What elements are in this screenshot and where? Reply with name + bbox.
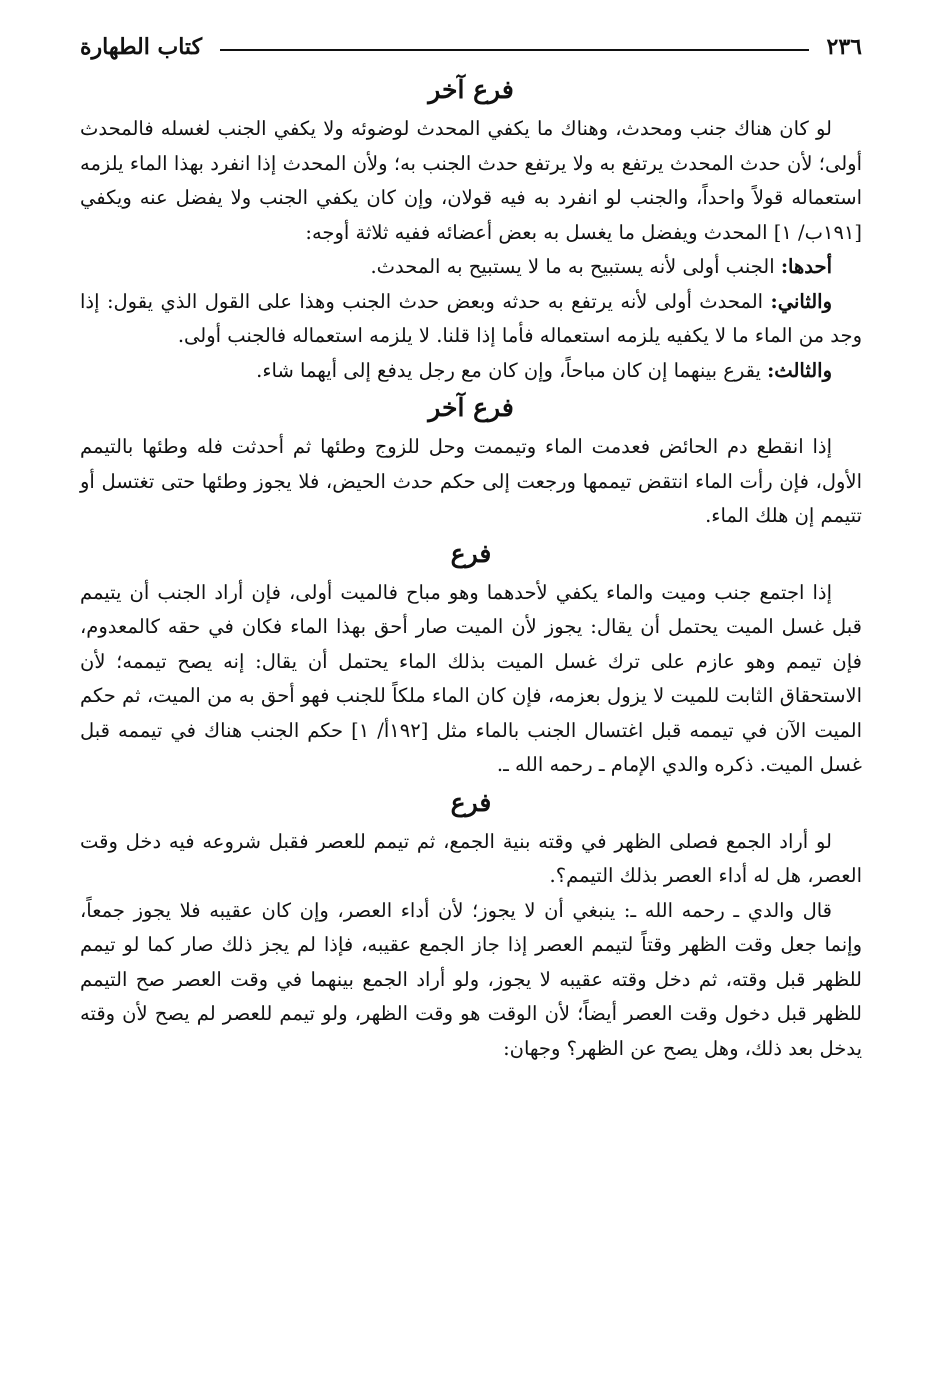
section-heading: فرع آخر <box>428 75 514 104</box>
header-rule <box>220 49 809 51</box>
paragraph <box>80 430 862 534</box>
paragraph-text: إذا انقطع دم الحائض فعدمت الماء وتيممت وحل للزوج وطئها ثم أحدثت فله وطئها بالتيمم الأول، فإن رأت الماء انتقض تيممها ورجعت إلى حكم حدث الحيض، فلا يجوز وطئها حتى تغتسل أو تتيمم إن هلك الماء. <box>80 435 862 527</box>
paragraph <box>80 576 862 783</box>
paragraph <box>80 825 862 894</box>
paragraph <box>80 285 862 354</box>
paragraph-text: الجنب أولى لأنه يستبيح به ما لا يستبيح به المحدث. <box>370 255 781 278</box>
paragraph-text: لو أراد الجمع فصلى الظهر في وقته بنية الجمع، ثم تيمم للعصر فقبل شروعه فيه دخل وقت العصر، هل له أداء العصر بذلك التيمم؟. <box>80 829 862 887</box>
paragraph-lead: أحدها: <box>780 255 832 278</box>
paragraph-text: يقرع بينهما إن كان مباحاً، وإن كان مع رجل يدفع إلى أيهما شاء. <box>256 358 768 382</box>
paragraph <box>80 250 862 285</box>
paragraph-text: المحدث أولى لأنه يرتفع به حدثه وبعض حدث الجنب وهذا على القول الذي يقول: إذا وجد من الماء ما لا يكفيه يلزمه استعماله فأما إذا قلنا. لا يلزمه استعماله فالجنب أولى. <box>80 289 862 347</box>
section-heading: فرع <box>450 538 492 568</box>
section-heading: فرع <box>450 787 492 817</box>
paragraph-text: قال والدي ـ رحمه الله ـ: ينبغي أن لا يجوز؛ لأن أداء العصر، وإن كان عقيبه فلا يجوز جمعاً، وإنما جعل وقت الظهر وقتاً لتيمم العصر إذا جاز الجمع عقيبه، فإذا لم يجز ذلك صار كما لو تيمم للظهر قبل وقته، ثم دخل وقته عقيبه لا يجوز، ولو أراد الجمع بينهما في وقت العصر صح التيمم للظهر قبل دخول وقت العصر أيضاً؛ لأن الوقت هو وقت الظهر، ولو تيمم للعصر لم يصح لأن وقته يدخل بعد ذلك، وهل يصح عن الظهر؟ وجهان: <box>80 898 862 1060</box>
book-title: كتاب الطهارة <box>80 34 203 60</box>
paragraph <box>80 354 862 389</box>
page-body <box>80 64 862 1066</box>
page-number: ٢٣٦ <box>826 34 862 60</box>
paragraph-text: إذا اجتمع جنب وميت والماء يكفي لأحدهما وهو مباح فالميت أولى، فإن أراد الجنب أن يتيمم قبل غسل الميت يحتمل أن يقال: يجوز لأن الميت صار أحق بهذا الماء فكان في حقه كالمعدوم، فإن تيمم وهو عازم على ترك غسل الميت بذلك الماء يحتمل أن يقال: إنه يصح تيممه؛ لأن الاستحقاق الثابت للميت لا يزول بعزمه، فإن كان الماء ملكاً للجنب فهو أحق به من الميت، ثم حكم الميت الآن في تيممه قبل اغتسال الجنب بالماء مثل [١٩٢أ/ ١] حكم الجنب هناك في تيممه قبل غسل الميت. ذكره والدي الإمام ـ رحمه الله ـ. <box>80 580 862 776</box>
running-header <box>80 30 862 64</box>
paragraph-lead: والثاني: <box>770 289 832 313</box>
section-heading: فرع آخر <box>428 393 514 422</box>
paragraph <box>80 894 862 1067</box>
paragraph-text: لو كان هناك جنب ومحدث، وهناك ما يكفي المحدث لوضوئه ولا يكفي الجنب لغسله فالمحدث أولى؛ لأن حدث المحدث يرتفع به ولا يرتفع حدث الجنب به؛ ولأن المحدث إذا انفرد بهذا الماء يلزمه استعماله قولاً واحداً، والجنب لو انفرد به فيه قولان، وإن كان يكفي الجنب ولا يفضل عنه ويكفي [١٩١ب/ ١] المحدث ويفضل ما يغسل به بعض أعضائه ففيه ثلاثة أوجه: <box>80 117 862 244</box>
paragraph-lead: والثالث: <box>767 358 832 382</box>
paragraph <box>80 112 862 250</box>
